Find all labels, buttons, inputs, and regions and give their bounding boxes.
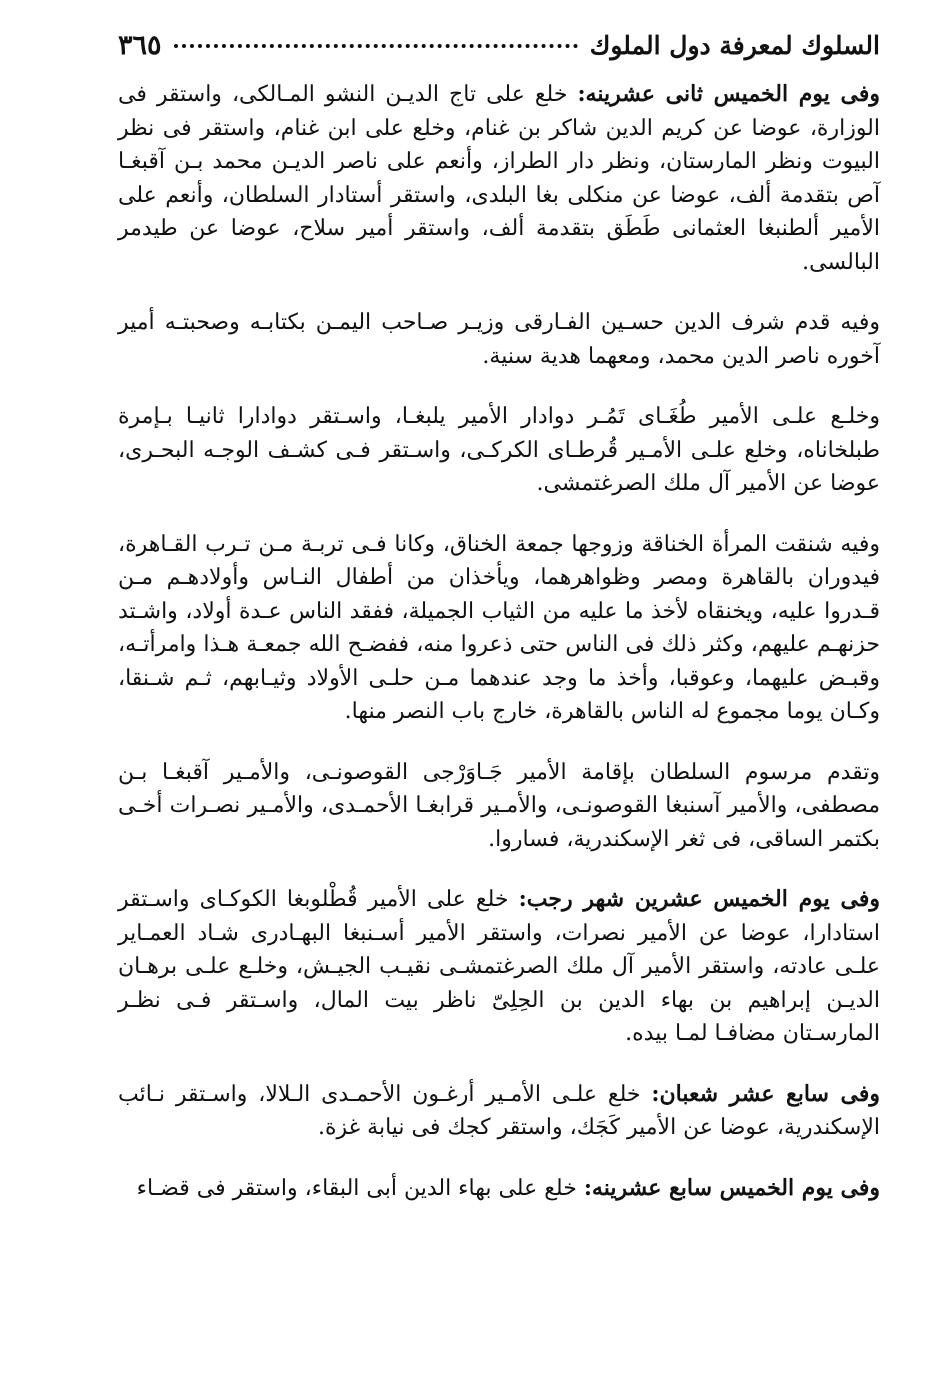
paragraph <box>118 400 880 501</box>
paragraph-text: خلع على بهاء الدين أبى البقاء، واستقر فى قضـاء <box>136 1175 584 1201</box>
paragraph <box>118 1172 880 1206</box>
paragraph <box>118 78 880 279</box>
paragraph-lead: وفى سابع عشر شعبان: <box>651 1080 880 1107</box>
paragraph-lead: وفى يوم الخميس سابع عشرينه: <box>583 1174 880 1201</box>
dotted-leader <box>174 44 578 48</box>
paragraph <box>118 528 880 729</box>
paragraph-text: خلع علـى الأمـير أرغـون الأحمـدى الـلالا، واسـتقر نـائب الإسكندرية، عوضا عن الأمير كَجَك، واستقر كجك فى نيابة غزة. <box>118 1081 880 1140</box>
paragraph-text: خلع على تاج الديـن النشو المـالكى، واستقر فى الوزارة، عوضا عن كريم الدين شاكر بن غنام، وخلع على ابن غنام، واستقر فى نظر البيوت ونظر المارستان، ونظر دار الطراز، وأنعم على ناصر الديـن محمد بـن آقبغـا آص بتقدمة ألف، عوضا عن منكلى بغا البلدى، واستقر أستادار السلطان، وأنعم على الأمير ألطنبغا العثمانى طَطَق بتقدمة ألف، واستقر أمير سلاح، عوضا عن طيدمر البالسى. <box>118 82 880 275</box>
paragraph <box>118 883 880 1051</box>
page-number: ٣٦٥ <box>118 30 162 61</box>
paragraph-text: وتقدم مرسوم السلطان بإقامة الأمير جَـاوَرْجى القوصونـى، والأمـير آقبغـا بـن مصطفى، والأمير آسنبغا القوصونـى، والأمـير قرابغـا الأحمـدى، والأمـير نصـرات أخـى بكتمر الساقى، فى ثغر الإسكندرية، فساروا. <box>118 759 880 852</box>
paragraph <box>118 1078 880 1145</box>
paragraph-text: وفيه قدم شرف الدين حسـين الفـارقى وزيـر صـاحب اليمـن بكتابـه وصحبتـه أمير آخوره ناصر الدين محمد، ومعهما هدية سنية. <box>118 310 880 369</box>
paragraph-lead: وفى يوم الخميس عشرين شهر رجب: <box>518 886 880 912</box>
paragraph-text: خلع على الأمير قُطْلوبغا الكوكـاى واسـتقر استادارا، عوضا عن الأمير نصرات، واستقر الأمير أسـنبغا البهـادرى شـاد العمـاير علـى عادته، واستقر الأمير آل ملك الصرغتمشـى نقيـب الجيـش، وخلـع علـى برهـان الديـن إبراهيم بن بهاء الدين بن الحِلِىّ ناظر بيت المال، واسـتقر فـى نظـر المارسـتان مضافـا لمـا بيده. <box>118 887 880 1046</box>
paragraph <box>118 306 880 373</box>
body-text <box>118 78 880 1205</box>
paragraph-text: وفيه شنقت المرأة الخناقة وزوجها جمعة الخناق، وكانا فـى تربـة مـن تـرب القـاهرة، فيدوران بالقاهرة ومصر وظواهرهما، ويأخذان من أطفال النـاس وأولادهـم مـن قـدروا عليه، ويخنقاه لأخذ ما عليه من الثياب الجميلة، ففقد الناس عـدة أولاد، واشـتد حزنهـم عليهم، وكثر ذلك فى الناس حتى ذعروا منه، ففضـح الله جمعـة هـذا وامرأتـه، وقبـض عليهما، وعوقبا، وأخذ ما وجد عندهما مـن حلـى الأولاد وثيـابهم، ثـم شـنقا، وكـان يوما مجموع له الناس بالقاهرة، خارج باب النصر منها. <box>118 531 880 724</box>
running-title: السلوك لمعرفة دول الملوك <box>589 31 880 60</box>
page-header <box>118 30 880 70</box>
paragraph <box>118 756 880 857</box>
paragraph-text: وخلـع علـى الأمير طُغَـاى تَمُـر دوادار الأمير يلبغـا، واسـتقر دوادارا ثانيـا بـإمرة طبلخاناه، وخلع علـى الأمـير قُرطـاى الكركـى، واسـتقر فـى كشـف الوجـه البحـرى، عوضا عن الأمير آل ملك الصرغتمشى. <box>118 404 880 496</box>
paragraph-lead: وفى يوم الخميس ثانى عشرينه: <box>577 81 880 107</box>
